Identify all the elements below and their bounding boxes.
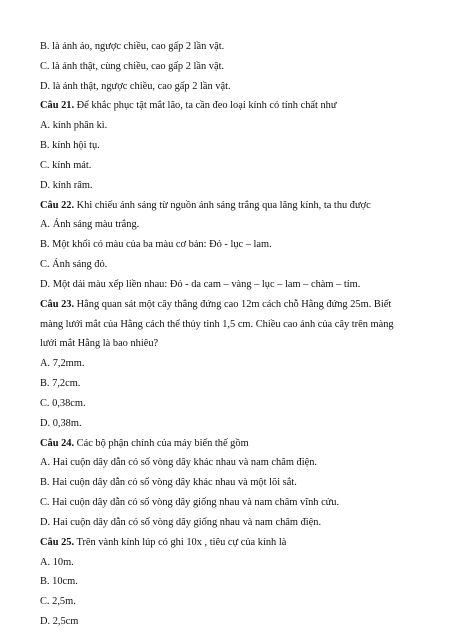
- option-line: C. 0,38cm.: [40, 397, 86, 409]
- option-line: B. 10cm.: [40, 576, 78, 588]
- option-line: A. kính phân kì.: [40, 120, 108, 132]
- option-line: A. 10m.: [40, 556, 74, 568]
- option-line: C. 2,5m.: [40, 596, 76, 608]
- option-line: D. 0,38m.: [40, 417, 82, 429]
- question-text: Trên vành kính lúp có ghi 10x , tiêu cự của kính là: [74, 536, 287, 548]
- question-text: Hằng quan sát một cây thẳng đứng cao 12m cách chỗ Hằng đứng 25m. Biết: [74, 298, 392, 310]
- option-line: C. Hai cuộn dây dẫn có số vòng dây giống nhau và nam châm vĩnh cửu.: [40, 497, 340, 509]
- option-line: B. Một khối có màu của ba màu cơ bản: Đỏ - lục – lam.: [40, 239, 272, 251]
- option-line: A. Ánh sáng màu trắng.: [40, 219, 140, 231]
- option-line: D. Một dải màu xếp liền nhau: Đỏ - da cam – vàng – lục – lam – chàm – tím.: [40, 278, 361, 290]
- option-line: A. 7,2mm.: [40, 358, 85, 370]
- question-number: Câu 21.: [40, 100, 75, 112]
- question-text: Các bộ phận chính của máy biến thế gồm: [74, 437, 249, 449]
- question-text-continued: lưới mắt Hằng là bao nhiêu?: [40, 338, 159, 350]
- option-line: D. kính râm.: [40, 179, 93, 191]
- option-line: D. là ảnh thật, ngược chiều, cao gấp 2 lần vật.: [40, 80, 231, 92]
- question-text: Để khắc phục tật mắt lão, ta cần đeo loại kính có tính chất như: [74, 100, 337, 112]
- option-line: D. Hai cuộn dây dẫn có số vòng dây giống nhau và nam châm điện.: [40, 516, 322, 528]
- option-line: A. Hai cuộn dây dẫn có số vòng dây khác nhau và nam châm điện.: [40, 457, 318, 469]
- question-number: Câu 22.: [40, 199, 75, 211]
- option-line: C. kính mát.: [40, 159, 92, 171]
- option-line: C. Ánh sáng đỏ.: [40, 259, 108, 271]
- question-number: Câu 25.: [40, 536, 75, 548]
- option-line: B. Hai cuộn dây dẫn có số vòng dây khác nhau và một lõi sắt.: [40, 477, 297, 489]
- option-line: B. kính hội tụ.: [40, 140, 100, 152]
- option-line: D. 2,5cm: [40, 616, 79, 627]
- option-line: C. là ảnh thật, cùng chiều, cao gấp 2 lần vật.: [40, 60, 225, 72]
- question-23: [40, 298, 418, 311]
- question-25: [40, 536, 418, 549]
- question-text-continued: màng lưới mắt của Hằng cách thể thủy tinh 1,5 cm. Chiều cao ảnh của cây trên màng: [40, 318, 394, 330]
- option-line: B. 7,2cm.: [40, 378, 81, 390]
- question-21: [40, 99, 418, 112]
- option-line: B. là ảnh ảo, ngược chiều, cao gấp 2 lần vật.: [40, 41, 225, 52]
- question-number: Câu 24.: [40, 437, 75, 449]
- question-24: [40, 437, 418, 450]
- question-number: Câu 23.: [40, 298, 75, 310]
- question-22: [40, 199, 418, 212]
- question-text: Khi chiếu ánh sáng từ nguồn ánh sáng trắng qua lăng kính, ta thu được: [74, 199, 371, 211]
